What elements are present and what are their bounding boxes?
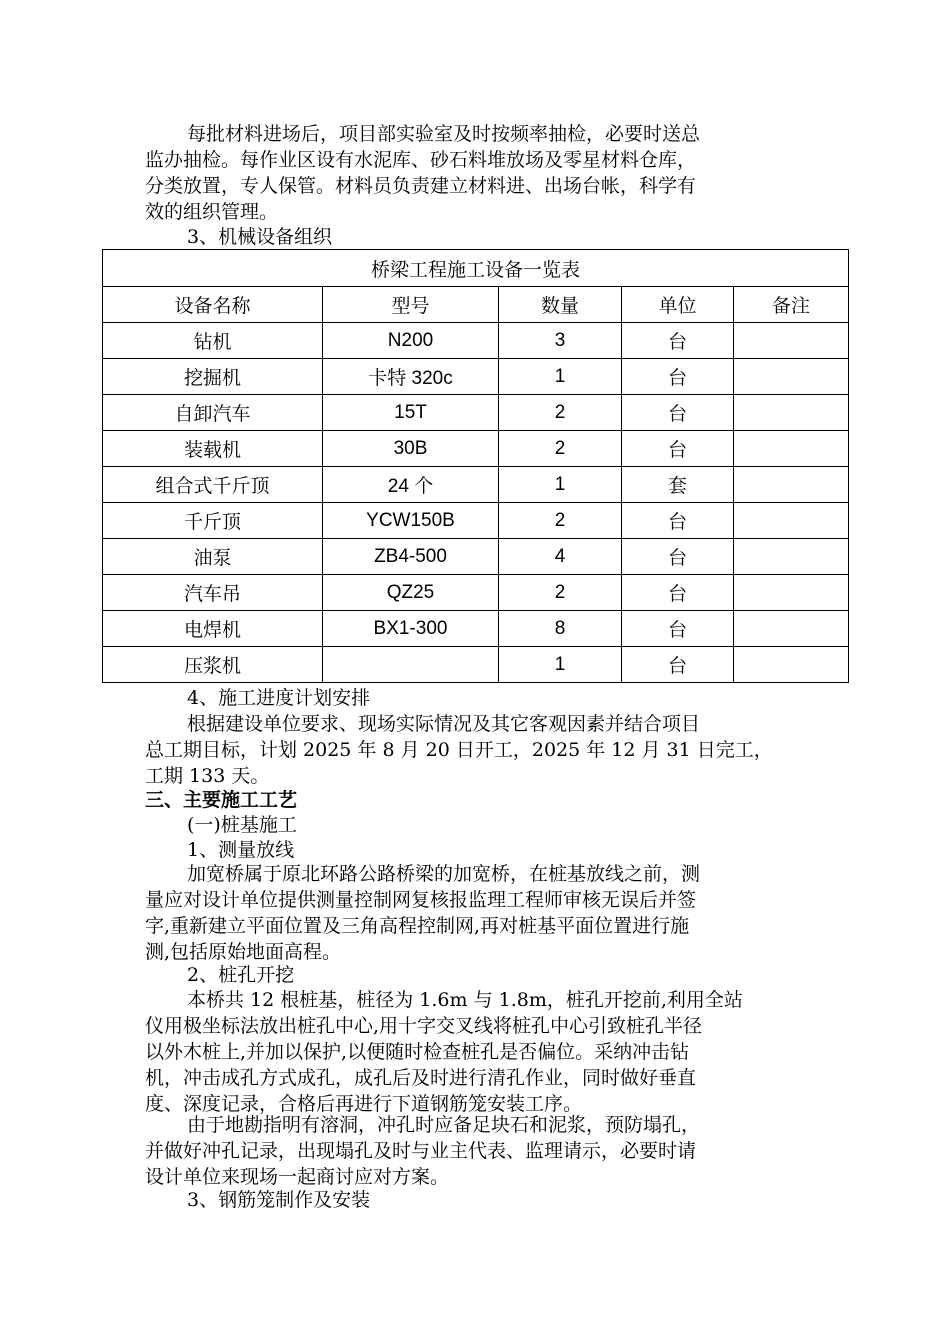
paragraph-line: 机，冲击成孔方式成孔，成孔后及时进行清孔作业，同时做好垂直 — [145, 1067, 697, 1089]
cell-unit: 台 — [622, 395, 734, 431]
subheading-survey: 1、测量放线 — [187, 839, 295, 861]
cell-model: 30B — [323, 431, 499, 467]
paragraph-line: 测,包括原始地面高程。 — [145, 941, 342, 963]
cell-model: ZB4-500 — [323, 539, 499, 575]
cell-equipment-name: 自卸汽车 — [103, 395, 323, 431]
intro-paragraph — [145, 121, 810, 225]
cell-remark — [734, 575, 849, 611]
cell-remark — [734, 539, 849, 575]
paragraph-line: 仪用极坐标法放出桩孔中心,用十字交叉线将桩孔中心引致桩孔半径 — [145, 1015, 703, 1037]
cell-quantity: 2 — [499, 395, 622, 431]
cell-unit: 台 — [622, 323, 734, 359]
cell-model: BX1-300 — [323, 611, 499, 647]
cell-remark — [734, 359, 849, 395]
cell-equipment-name: 汽车吊 — [103, 575, 323, 611]
karst-paragraph — [145, 1112, 810, 1190]
cell-unit: 台 — [622, 359, 734, 395]
paragraph-line: 并做好冲孔记录，出现塌孔及时与业主代表、监理请示，必要时请 — [145, 1140, 697, 1162]
cell-model: N200 — [323, 323, 499, 359]
cell-equipment-name: 电焊机 — [103, 611, 323, 647]
paragraph-line: 工期 133 天。 — [145, 765, 270, 787]
paragraph-line: 效的组织管理。 — [145, 201, 279, 223]
drilling-paragraph — [145, 987, 810, 1117]
cell-quantity: 2 — [499, 575, 622, 611]
cell-unit: 台 — [622, 503, 734, 539]
schedule-paragraph — [145, 711, 810, 789]
cell-quantity: 1 — [499, 647, 622, 683]
cell-equipment-name: 钻机 — [103, 323, 323, 359]
cell-model: 24 个 — [323, 467, 499, 503]
column-header: 单位 — [622, 287, 734, 323]
cell-remark — [734, 467, 849, 503]
cell-equipment-name: 油泵 — [103, 539, 323, 575]
cell-model: 15T — [323, 395, 499, 431]
paragraph-line: 量应对设计单位提供测量控制网复核报监理工程师审核无误后并签 — [145, 889, 697, 911]
cell-model: QZ25 — [323, 575, 499, 611]
column-header: 型号 — [323, 287, 499, 323]
cell-unit: 台 — [622, 647, 734, 683]
cell-remark — [734, 611, 849, 647]
table-row — [103, 395, 849, 431]
equipment-table — [102, 249, 849, 683]
paragraph-line: 分类放置，专人保管。材料员负责建立材料进、出场台帐，科学有 — [145, 175, 697, 197]
table-row — [103, 359, 849, 395]
paragraph-line: 字,重新建立平面位置及三角高程控制网,再对桩基平面位置进行施 — [145, 915, 690, 937]
cell-equipment-name: 压浆机 — [103, 647, 323, 683]
table-row — [103, 611, 849, 647]
paragraph-line: 本桥共 12 根桩基，桩径为 1.6m 与 1.8m，桩孔开挖前,利用全站 — [187, 989, 743, 1011]
paragraph-line: 加宽桥属于原北环路公路桥梁的加宽桥，在桩基放线之前，测 — [187, 863, 701, 885]
cell-model: YCW150B — [323, 503, 499, 539]
cell-model — [323, 647, 499, 683]
cell-unit: 套 — [622, 467, 734, 503]
cell-unit: 台 — [622, 539, 734, 575]
cell-quantity: 4 — [499, 539, 622, 575]
cell-remark — [734, 431, 849, 467]
chapter-heading: 三、主要施工工艺 — [145, 789, 298, 811]
cell-model: 卡特 320c — [323, 359, 499, 395]
column-header: 设备名称 — [103, 287, 323, 323]
cell-remark — [734, 323, 849, 359]
cell-equipment-name: 装载机 — [103, 431, 323, 467]
cell-quantity: 2 — [499, 431, 622, 467]
table-row — [103, 323, 849, 359]
table-header-row — [103, 287, 849, 323]
paragraph-line: 度、深度记录，合格后再进行下道钢筋笼安装工序。 — [145, 1093, 583, 1115]
table-row — [103, 431, 849, 467]
paragraph-line: 设计单位来现场一起商讨应对方案。 — [145, 1166, 450, 1188]
cell-equipment-name: 挖掘机 — [103, 359, 323, 395]
table-row — [103, 467, 849, 503]
cell-quantity: 8 — [499, 611, 622, 647]
subheading-pile: (一)桩基施工 — [187, 814, 297, 836]
cell-unit: 台 — [622, 575, 734, 611]
table-row — [103, 647, 849, 683]
table-title: 桥梁工程施工设备一览表 — [103, 250, 849, 287]
cell-equipment-name: 千斤顶 — [103, 503, 323, 539]
table-row — [103, 575, 849, 611]
column-header: 数量 — [499, 287, 622, 323]
cell-unit: 台 — [622, 431, 734, 467]
cell-quantity: 1 — [499, 467, 622, 503]
subheading-rebar: 3、钢筋笼制作及安装 — [187, 1189, 371, 1211]
table-row — [103, 539, 849, 575]
subheading-drilling: 2、桩孔开挖 — [187, 964, 295, 986]
cell-remark — [734, 503, 849, 539]
paragraph-line: 以外木桩上,并加以保护,以便随时检查桩孔是否偏位。采纳冲击钻 — [145, 1041, 690, 1063]
cell-equipment-name: 组合式千斤顶 — [103, 467, 323, 503]
cell-remark — [734, 395, 849, 431]
column-header: 备注 — [734, 287, 849, 323]
paragraph-line: 每批材料进场后，项目部实验室及时按频率抽检，必要时送总 — [187, 123, 701, 145]
cell-quantity: 2 — [499, 503, 622, 539]
paragraph-line: 监办抽检。每作业区设有水泥库、砂石料堆放场及零星材料仓库， — [145, 149, 697, 171]
paragraph-line: 由于地勘指明有溶洞，冲孔时应备足块石和泥浆，预防塌孔， — [187, 1114, 701, 1136]
cell-unit: 台 — [622, 611, 734, 647]
paragraph-line: 总工期目标，计划 2025 年 8 月 20 日开工，2025 年 12 月 31 日完工， — [145, 739, 773, 761]
survey-paragraph — [145, 861, 810, 965]
cell-remark — [734, 647, 849, 683]
section-heading-machinery: 3、机械设备组织 — [187, 226, 333, 248]
cell-quantity: 1 — [499, 359, 622, 395]
table-row — [103, 503, 849, 539]
cell-quantity: 3 — [499, 323, 622, 359]
section-heading-schedule: 4、施工进度计划安排 — [187, 687, 371, 709]
paragraph-line: 根据建设单位要求、现场实际情况及其它客观因素并结合项目 — [187, 713, 701, 735]
